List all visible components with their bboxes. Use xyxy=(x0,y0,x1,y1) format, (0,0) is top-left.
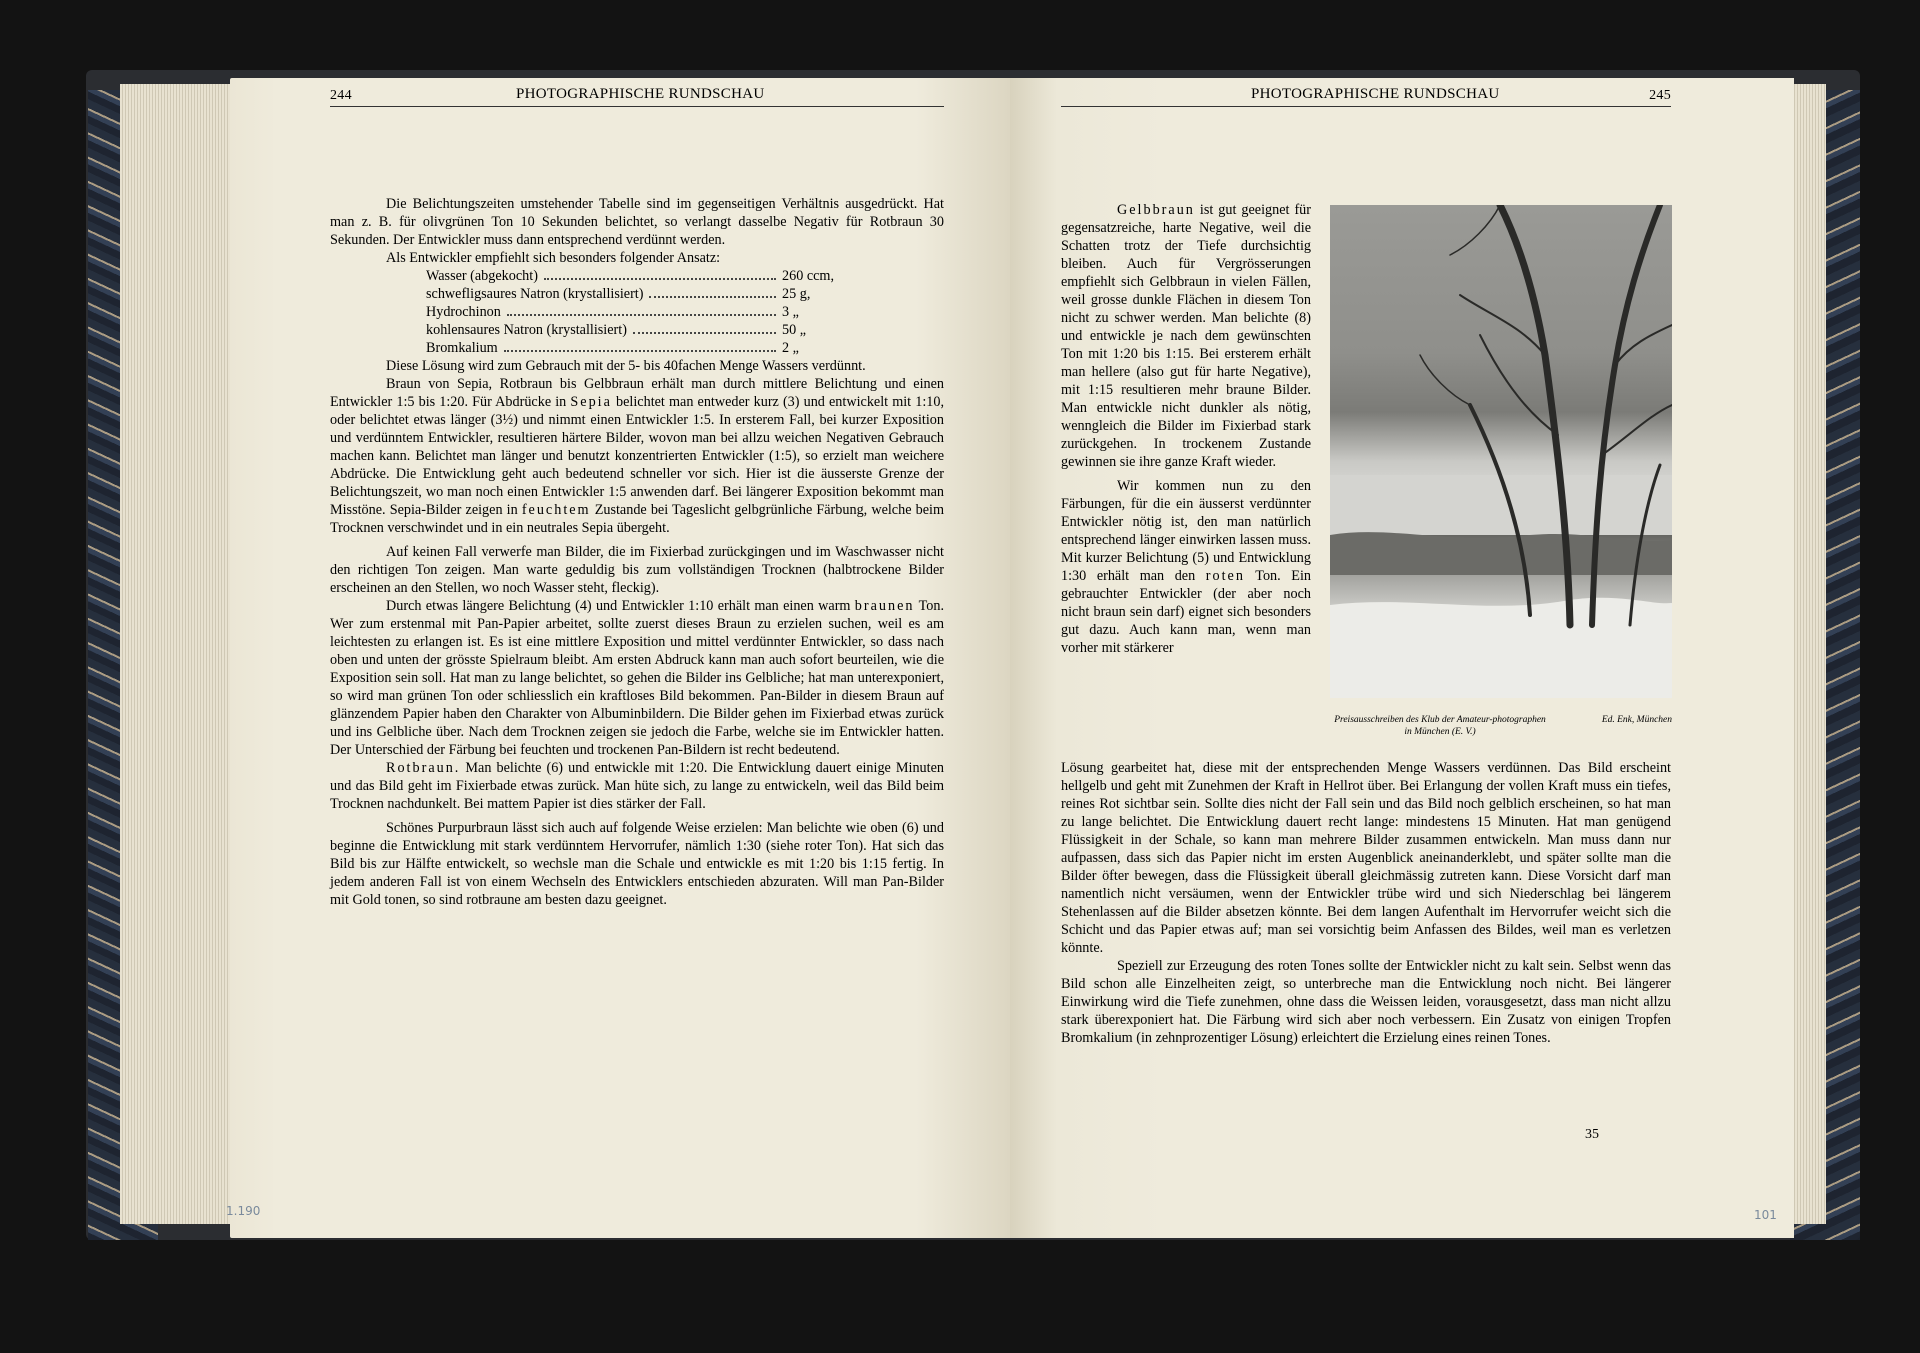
right-column-text xyxy=(1061,201,1311,657)
paragraph: Rotbraun. Man belichte (6) und entwickle mit 1:20. Die Entwicklung dauert einige Minuten und das Bild geht im Fixierbade etwas zurück. Man hüte sich, zu lange zu entwickeln, weil das Bild beim Trocknen nachdunkelt. Bei mattem Papier ist dies stärker der Fall. xyxy=(330,760,944,812)
recipe-row: Bromkalium 2 „ xyxy=(426,340,799,356)
recipe-row: kohlensaures Natron (krystallisiert) 50 „ xyxy=(426,322,807,338)
recipe-row: Wasser (abgekocht) 260 ccm, xyxy=(426,268,835,284)
paragraph: Als Entwickler empfiehlt sich besonders folgender Ansatz: xyxy=(386,250,721,266)
paragraph: Auf keinen Fall verwerfe man Bilder, die im Fixierbad zurückgingen und im Waschwasser nicht den richtigen Ton zeigen. Man warte geduldig bis zum vollständigen Trocknen (halbtrockene Bilder erscheinen an den Stellen, wo noch Wasser steht, fleckig). xyxy=(330,544,944,596)
recipe-row: Hydrochinon 3 „ xyxy=(426,304,799,320)
left-page-body xyxy=(330,195,944,909)
paragraph: Wir kommen nun zu den Färbungen, für die ein äusserst verdünnter Entwickler nötig ist, den man natürlich entsprechend länger einwirken lassen muss. Mit kurzer Belichtung (5) und Entwicklung 1:30 erhält man den roten Ton. Ein gebrauchter Entwickler (der aber noch nicht braun sein darf) eignet sich besonders gut dazu. Auch kann man, wenn man vorher mit stärkerer xyxy=(1061,478,1311,656)
paragraph: Braun von Sepia, Rotbraun bis Gelbbraun erhält man durch mittlere Belichtung und einen Entwickler 1:5 bis 1:20. Für Abdrücke in Sepia belichtet man entweder kurz (3) und entwickelt mit 1:10, oder belichtet etwas länger (3½) und nimmt einen Entwickler 1:5. In ersterem Fall, bei kurzer Exposition und verdünntem Entwickler, resultieren härtere Bilder, wovon man bei allzu weichen Negativen Gebrauch machen kann. Belichtet man länger und benutzt konzentrierten Entwickler (1:5), so erzielt man weichere Abdrücke. Die Entwicklung geht auch bedeutend schneller vor sich. Hier ist die äusserste Grenze der Belichtungszeit, wo man noch einen Entwickler 1:5 anwenden darf. Bei längerer Exposition bekommt man Misstöne. Sepia-Bilder zeigen in feuchtem Zustande bei Tageslicht gelbgrünliche Färbung, welche beim Trocknen verschwindet und in ein neutrales Sepia übergeht. xyxy=(330,376,945,536)
left-page-number: 244 xyxy=(330,88,352,103)
right-page-header xyxy=(1061,84,1671,107)
recipe-row: schwefligsaures Natron (krystallisiert) 25 g, xyxy=(426,286,811,302)
pencil-note-left: 1.190 xyxy=(226,1204,261,1218)
paragraph: Die Belichtungszeiten umstehender Tabelle sind im gegenseitigen Verhältnis ausgedrückt. Hat man z. B. für olivgrünen Ton 10 Sekunden belichtet, so verlangt dasselbe Negativ für Rotbraun 30 Sekunden. Der Entwickler muss dann entsprechend verdünnt werden. xyxy=(330,196,944,248)
signature-mark: 35 xyxy=(1585,1127,1599,1142)
right-page-fullwidth-text xyxy=(1061,759,1671,1047)
paragraph: Diese Lösung wird zum Gebrauch mit der 5- bis 40fachen Menge Wassers verdünnt. xyxy=(386,358,866,374)
photo-caption-right: Ed. Enk, München xyxy=(1601,715,1672,725)
left-page-header xyxy=(330,84,944,107)
page-edges-left xyxy=(120,84,240,1224)
winter-landscape-photo xyxy=(1330,205,1672,698)
developer-recipe xyxy=(426,267,846,357)
tree-silhouettes xyxy=(1330,205,1672,698)
paragraph: Durch etwas längere Belichtung (4) und Entwickler 1:10 erhält man einen warm braunen Ton. Wer zum erstenmal mit Pan-Papier arbeitet, sollte zuerst dieses Braun zu erzielen suchen, weil es am leichtesten zu erlangen ist. Es ist eine mittlere Exposition und mittel verdünnter Entwickler, so dass nach oben und unten der grösste Spielraum bleibt. Am ersten Abdruck kann man auch sofort beurteilen, wie die Exposition sein soll. Hat man zu lange belichtet, so gehen die Bilder ins Gelbliche; hat man unterexponiert, so wird man grünen Ton oder schliesslich ein kraftloses Bild bekommen. Pan-Bilder in diesem Braun auf glänzendem Papier haben den Charakter von Albuminbildern. Die Bilder gehen im Fixierbad etwas zurück und ins Gelbliche über. Nach dem Trocknen zeigen sie jedoch die Farbe, welche sie im Entwickler hatten. Der Unterschied der Färbung bei feuchten und trockenen Pan-Bildern ist recht bedeutend. xyxy=(330,598,944,758)
right-page-number: 245 xyxy=(1649,88,1671,103)
paragraph: Speziell zur Erzeugung des roten Tones sollte der Entwickler nicht zu kalt sein. Selbst wenn das Bild schon alle Einzelheiten zeigt, so unterbreche man die Entwicklung noch nicht. Bei längerer Einwirkung wird die Tiefe zunehmen, ohne dass die Weissen leiden, vorausgesetzt, dass man nicht allzu stark überexponiert hat. Die Färbung wird sich aber noch verbessern. Ein Zusatz von einigen Tropfen Bromkalium (in zehnprozentiger Lösung) erleichtert die Erzielung eines reinen Tones. xyxy=(1061,958,1671,1046)
photo-caption-left: Preisausschreiben des Klub der Amateur-photographen in München (E. V.) xyxy=(1334,715,1546,737)
right-running-title: PHOTOGRAPHISCHE RUNDSCHAU xyxy=(1251,86,1500,102)
left-running-title: PHOTOGRAPHISCHE RUNDSCHAU xyxy=(516,86,765,102)
paragraph: Schönes Purpurbraun lässt sich auch auf folgende Weise erzielen: Man belichte wie oben (6) und beginne die Entwicklung mit stark verdünntem Hervorrufer, nämlich 1:30 (siehe roter Ton). Hat sich das Bild bis zur Hälfte entwickelt, so wechsle man die Schale und entwickle es mit 1:20 bis 1:15 fertig. In jedem anderen Fall ist von einem Wechseln des Entwicklers entschieden abzuraten. Will man Pan-Bilder mit Gold tonen, so sind rotbraune am besten dazu geeignet. xyxy=(330,820,944,908)
pencil-note-right: 101 xyxy=(1754,1208,1777,1222)
paragraph: Gelbbraun ist gut geeignet für gegensatzreiche, harte Negative, weil die Schatten trotz der Tiefe durchsichtig bleiben. Auch für Vergrösserungen empfiehlt sich Gelbbraun in vielen Fällen, weil grosse dunkle Flächen in diesem Ton nicht zu schwer werden. Man belichte (8) und entwickle je nach dem gewünschten Ton mit 1:20 bis 1:15. Bei ersterem erhält man hellere (also gut für harte Negative), mit 1:15 resultieren mehr braune Bilder. Man entwickle nicht dunkler als nötig, wenngleich die Bilder im Fixierbad stark zurückgehen. In trockenem Zustande gewinnen sie ihre ganze Kraft wieder. xyxy=(1061,202,1311,470)
paragraph: Lösung gearbeitet hat, diese mit der entsprechenden Menge Wassers verdünnen. Das Bild erscheint hellgelb und geht mit Zunehmen der Kraft in Hellrot über. Bei Erlangung der vollen Kraft muss ein tiefes, reines Rot sichtbar sein. Sollte dies nicht der Fall sein und das Bild noch gelblich erscheinen, so hat man zu lange belichtet. Die Entwicklung dauert recht lange: mindestens 15 Minuten. Hat man genügend Flüssigkeit in der Schale, so kann man mehrere Bilder zusammen entwickeln. Man muss dann nur aufpassen, dass sich das Papier nicht im ersten Augenblick aneinanderklebt, und später sollte man die Bilder öfter bewegen, dass die Flüssigkeit überall gleichmässig zutreten kann. Diese Vorsicht darf man namentlich nicht versäumen, wenn der Entwickler trübe wird und sich Niederschlag bei längerem Stehenlassen auf die Bilder absetzen könnte. Bei dem langen Aufenthalt im Hervorrufer weicht sich die Schicht und das Papier etwas auf; man sei vorsichtig beim Anfassen des Bildes, weil man es verletzen könnte. xyxy=(1061,760,1671,956)
